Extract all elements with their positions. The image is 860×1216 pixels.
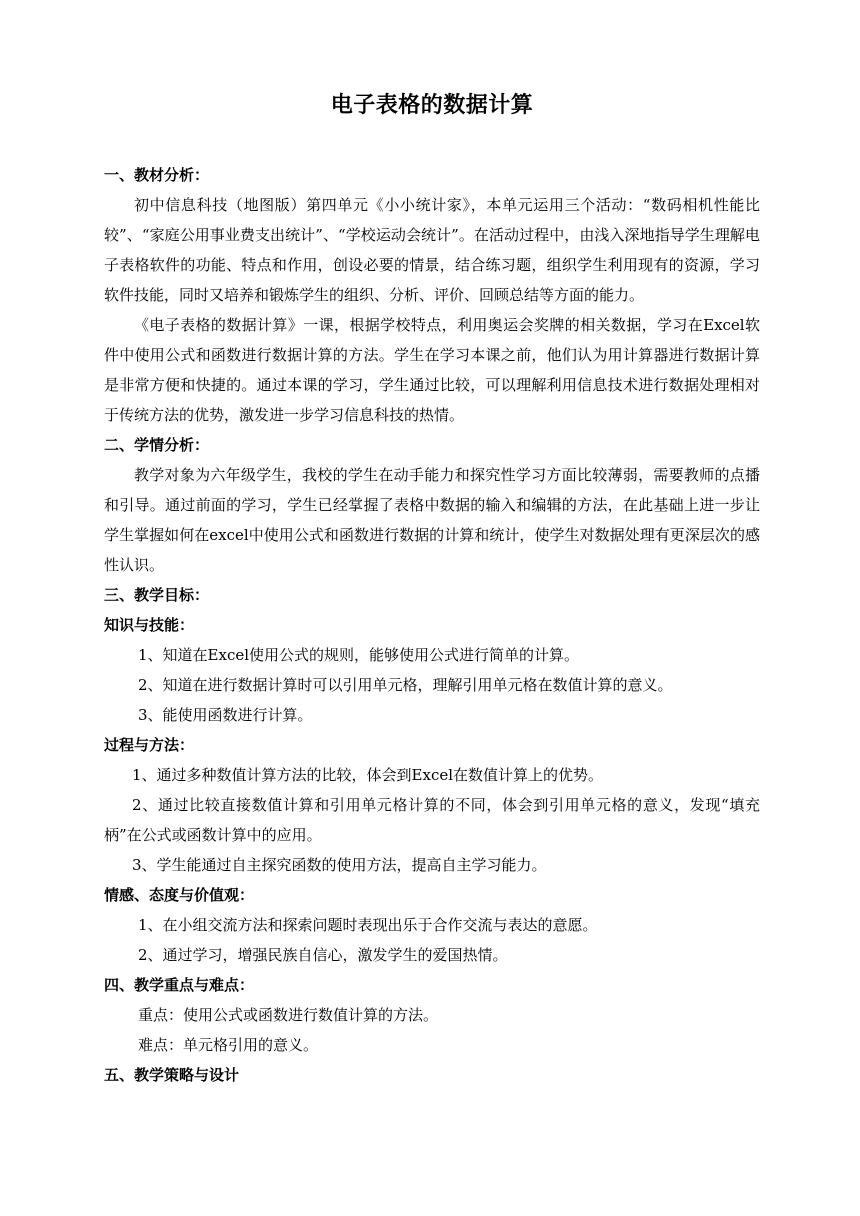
emotion-item-2: 2、通过学习，增强民族自信心，激发学生的爱国热情。 — [138, 946, 508, 964]
subheading-emotion-attitude-values: 情感、态度与价值观： — [104, 886, 255, 904]
process-item-3: 3、学生能通过自主探究函数的使用方法，提高自主学习能力。 — [132, 856, 547, 874]
section-heading-textbook-analysis: 一、教材分析： — [104, 166, 210, 184]
emotion-item-1: 1、在小组交流方法和探索问题时表现出乐于合作交流与表达的意愿。 — [138, 916, 598, 934]
paragraph-textbook-2: 《电子表格的数据计算》一课，根据学校特点，利用奥运会奖牌的相关数据，学习在Excel软件中使用公式和函数进行数据计算的方法。学生在学习本课之前，他们认为用计算器进行数据计算是非常方便和快捷的。通过本课的学习，学生通过比较，可以理解利用信息技术进行数据处理相对于传统方法的优势，激发进一步学习信息科技的热情。 — [104, 316, 760, 424]
key-point-item: 重点：使用公式或函数进行数值计算的方法。 — [138, 1006, 439, 1024]
paragraph-textbook-1: 初中信息科技（地图版）第四单元《小小统计家》，本单元运用三个活动：“数码相机性能比较”、“家庭公用事业费支出统计”、“学校运动会统计”。在活动过程中，由浅入深地指导学生理解电子表格软件的功能、特点和作用，创设必要的情景，结合练习题，组织学生利用现有的资源，学习软件技能，同时又培养和锻炼学生的组织、分析、评价、回顾总结等方面的能力。 — [104, 196, 760, 304]
section-heading-key-difficult-points: 四、教学重点与难点： — [104, 976, 255, 994]
knowledge-item-1: 1、知道在Excel使用公式的规则，能够使用公式进行简单的计算。 — [138, 646, 580, 664]
paragraph-student-analysis: 教学对象为六年级学生，我校的学生在动手能力和探究性学习方面比较薄弱，需要教师的点播和引导。通过前面的学习，学生已经掌握了表格中数据的输入和编辑的方法，在此基础上进一步让学生掌握如何在excel中使用公式和函数进行数据的计算和统计，使学生对数据处理有更深层次的感性认识。 — [104, 466, 760, 574]
difficult-point-item: 难点：单元格引用的意义。 — [138, 1036, 319, 1054]
subheading-knowledge-skills: 知识与技能： — [104, 616, 195, 634]
section-heading-teaching-goals: 三、教学目标： — [104, 586, 210, 604]
knowledge-item-2: 2、知道在进行数据计算时可以引用单元格，理解引用单元格在数值计算的意义。 — [138, 676, 673, 694]
process-item-2: 2、通过比较直接数值计算和引用单元格计算的不同，体会到引用单元格的意义，发现“填充柄”在公式或函数计算中的应用。 — [104, 796, 760, 844]
document-title: 电子表格的数据计算 — [330, 93, 534, 118]
section-heading-teaching-strategy: 五、教学策略与设计 — [104, 1066, 240, 1084]
section-heading-student-analysis: 二、学情分析： — [104, 436, 210, 454]
subheading-process-methods: 过程与方法： — [104, 736, 195, 754]
knowledge-item-3: 3、能使用函数进行计算。 — [138, 706, 313, 724]
process-item-1: 1、通过多种数值计算方法的比较，体会到Excel在数值计算上的优势。 — [132, 766, 604, 784]
